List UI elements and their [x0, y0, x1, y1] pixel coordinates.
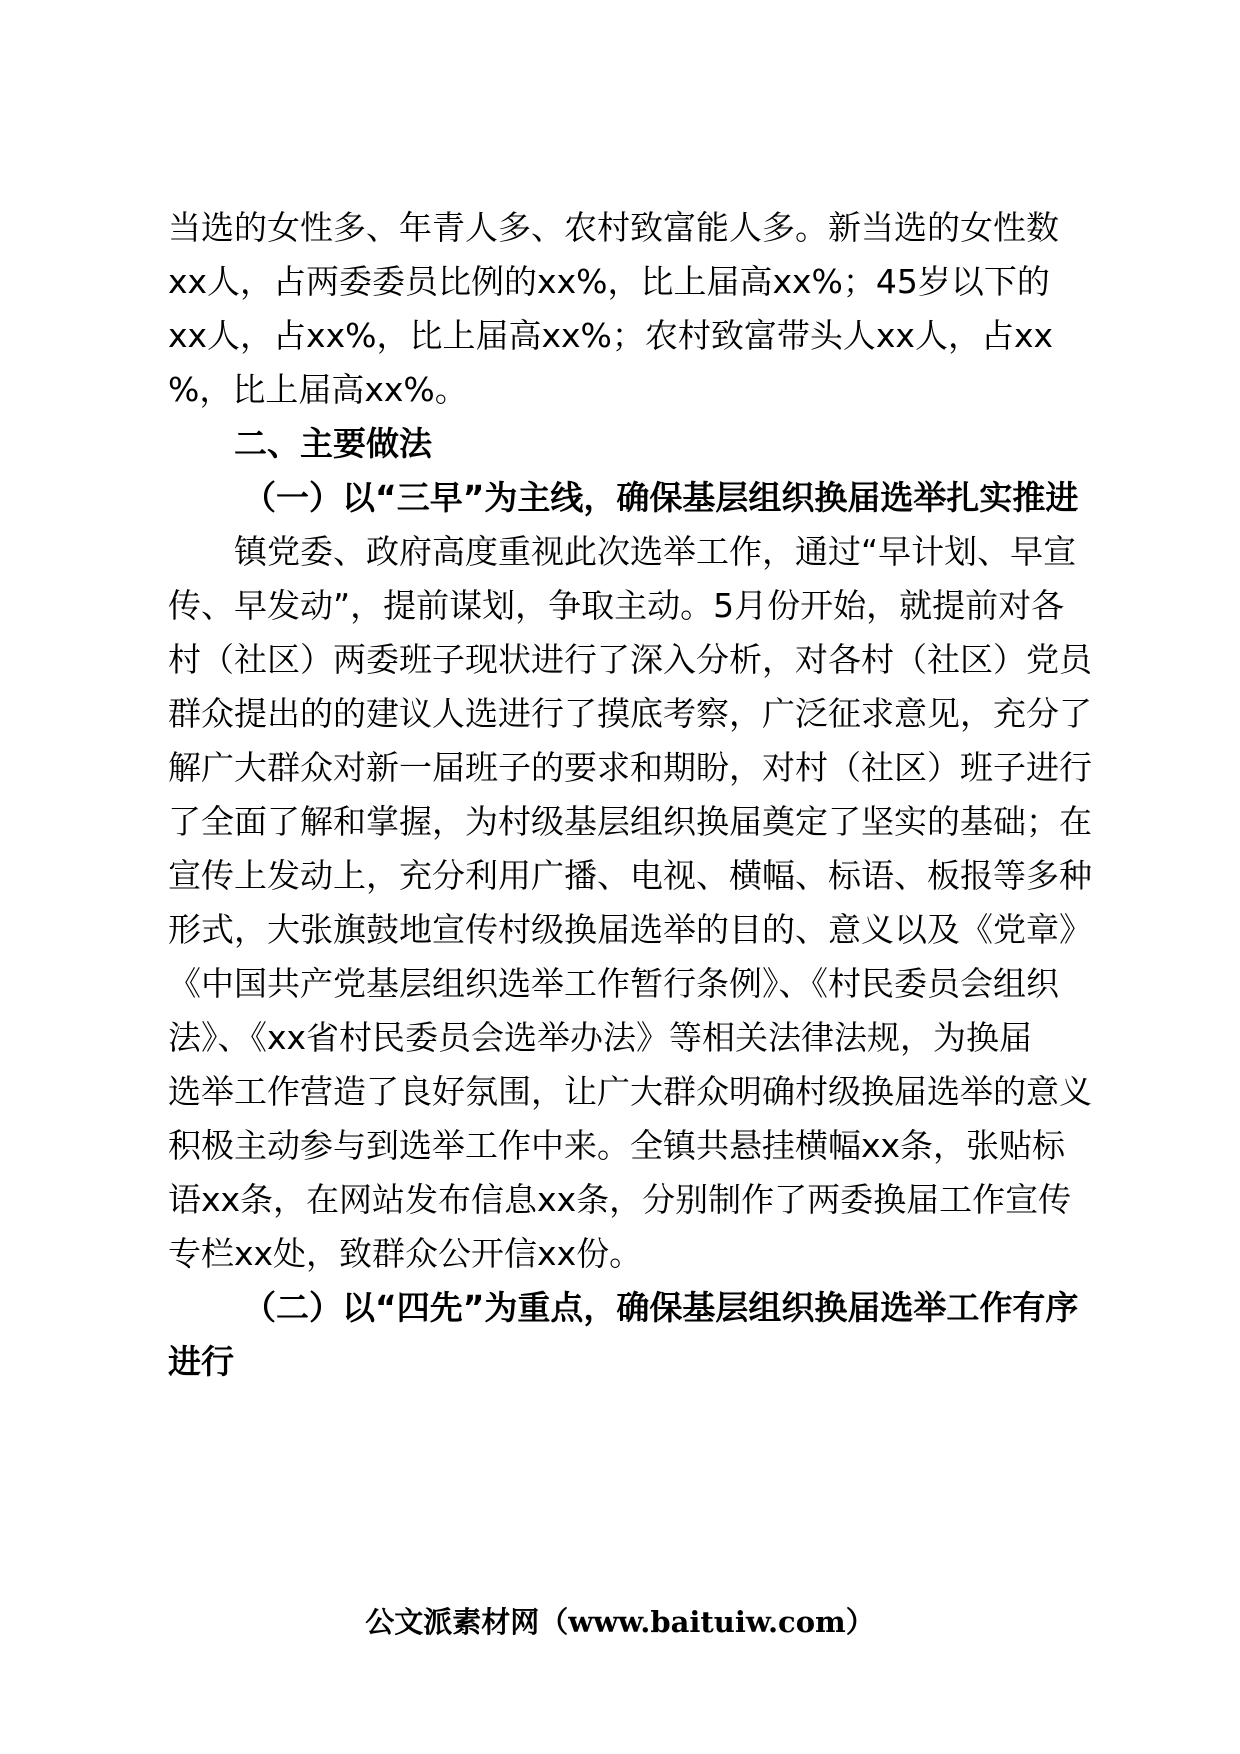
subsection-2-heading-cont: 进行: [168, 1342, 234, 1381]
body-line-6: 了全面了解和掌握，为村级基层组织换届奠定了坚实的基础；在: [168, 802, 1092, 841]
intro-line-4: %，比上届高xx%。: [168, 370, 468, 409]
subsection-1-heading: （一）以“三早”为主线，确保基层组织换届选举扎实推进: [243, 478, 1079, 517]
body-line-14: 专栏xx处，致群众公开信xx份。: [168, 1234, 643, 1273]
body-line-12: 积极主动参与到选举工作中来。全镇共悬挂横幅xx条，张贴标: [168, 1126, 1066, 1165]
body-line-7: 宣传上发动上，充分利用广播、电视、横幅、标语、板报等多种: [168, 856, 1092, 895]
body-line-4: 群众提出的的建议人选进行了摸底考察，广泛征求意见，充分了: [168, 694, 1092, 733]
intro-line-2: xx人，占两委委员比例的xx%，比上届高xx%；45岁以下的: [168, 262, 1050, 301]
body-line-13: 语xx条，在网站发布信息xx条，分别制作了两委换届工作宣传: [168, 1180, 1072, 1219]
intro-line-1: 当选的女性多、年青人多、农村致富能人多。新当选的女性数: [168, 208, 1059, 247]
body-line-11: 选举工作营造了良好氛围，让广大群众明确村级换届选举的意义: [168, 1072, 1092, 1111]
body-line-1: 镇党委、政府高度重视此次选举工作，通过“早计划、早宣: [234, 532, 1077, 571]
body-line-5: 解广大群众对新一届班子的要求和期盼，对村（社区）班子进行: [168, 748, 1092, 787]
body-line-8: 形式，大张旗鼓地宣传村级换届选举的目的、意义以及《党章》: [168, 910, 1092, 949]
intro-line-3: xx人，占xx%，比上届高xx%；农村致富带头人xx人，占xx: [168, 316, 1054, 355]
footer-source: 公文派素材网（www.baituiw.com）: [365, 1605, 875, 1639]
body-line-3: 村（社区）两委班子现状进行了深入分析，对各村（社区）党员: [168, 640, 1092, 679]
body-line-10: 法》、《xx省村民委员会选举办法》等相关法律法规，为换届: [168, 1018, 1033, 1057]
body-line-2: 传、早发动”，提前谋划，争取主动。5月份开始，就提前对各: [168, 586, 1065, 625]
body-line-9: 《中国共产党基层组织选举工作暂行条例》、《村民委员会组织: [168, 964, 1059, 1003]
section-heading: 二、主要做法: [234, 424, 432, 463]
subsection-2-heading: （二）以“四先”为重点，确保基层组织换届选举工作有序: [243, 1288, 1079, 1327]
